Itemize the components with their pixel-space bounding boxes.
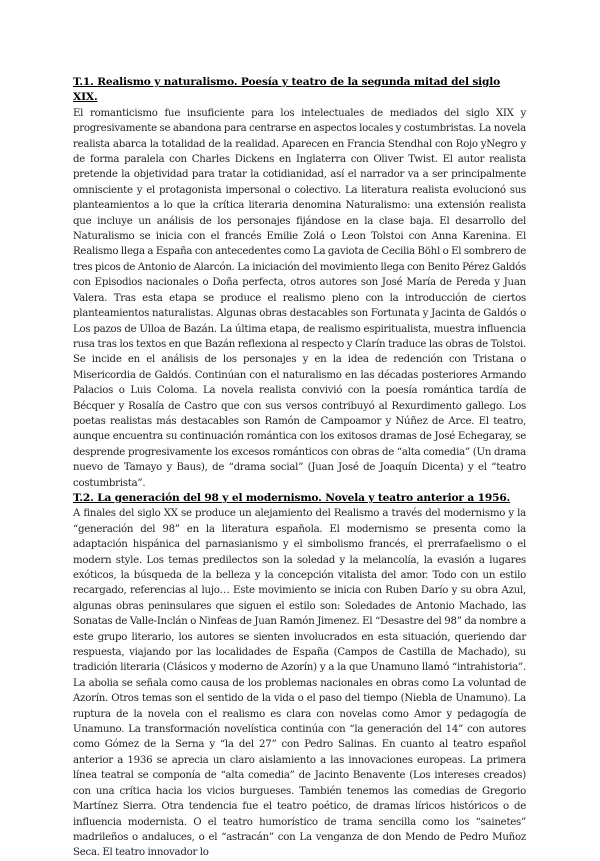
section-1-heading: T.1. Realismo y naturalismo. Poesía y teatro de la segunda mitad del siglo XIX. <box>73 76 501 104</box>
section-1-body: El romanticismo fue insuficiente para los intelectuales de mediados del siglo XIX y progresivamente se abandona para centrarse en aspectos locales y costumbristas. La novela realista abarca la totalidad de la realidad. Aparecen en Francia Stendhal con Rojo yNegro y de forma paralela con Charles Dickens en Inglaterra con Oliver Twist. El autor realista pretende la objetividad para tratar la cotidianidad, así el narrador va a ser principalmente omnisciente y el protagonista impersonal o colectivo. La literatura realista evolucionó sus planteamientos a lo que la crítica literaria denomina Naturalismo: una extensión realista que incluye un análisis de los personajes fijándose en la clase baja. El desarrollo del Naturalismo se inicia con el francés Emilie Zolá o Leon Tolstoi con Anna Karenina. El Realismo llega a España con antecedentes como La gaviota de Cecilia Böhl o El sombrero de tres picos de Antonio de Alarcón. La iniciación del movimiento llega con Benito Pérez Galdós con Episodios nacionales o Doña perfecta, otros autores son José María de Pereda y Juan Valera. Tras esta etapa se produce el realismo pleno con la introducción de ciertos planteamientos naturalistas. Algunas obras destacables son Fortunata y Jacinta de Galdós o Los pazos de Ulloa de Bazán. La última etapa, de realismo espiritualista, muestra influencia rusa tras los textos en que Bazán reflexiona al respecto y Clarín traduce las obras de Tolstoi. Se incide en el análisis de los personajes y en la idea de redención con Tristana o Misericordia de Galdós. Continúan con el naturalismo en las décadas posteriores Armando Palacios o Luis Coloma. La novela realista convivió con la poesía romántica tardía de Bécquer y Rosalía de Castro que con sus versos contribuyó al Rexurdimento gallego. Los poetas realistas más destacables son Ramón de Campoamor y Núñez de Arce. El teatro, aunque encuentra su continuación romántica con los exitosos dramas de José Echegaray, se desprende progresivamente los excesos románticos con obras de “alta comedia” (Un drama nuevo de Tamayo y Baus), de “drama social” (Juan José de Joaquín Dicenta) y el “teatro costumbrista”. <box>73 107 526 489</box>
document-content <box>73 75 526 861</box>
section-2-body: A finales del siglo XX se produce un alejamiento del Realismo a través del modernismo y la “generación del 98” en la literatura española. El modernismo se presenta como la adaptación hispánica del parnasianismo y el simbolismo francés, el prerrafaelismo o el modern style. Los temas predilectos son la soledad y la melancolía, la evasión a lugares exóticos, la búsqueda de la belleza y la concepción vitalista del amor. Todo con un estilo recargado, referencias al lujo… Este movimiento se inicia con Ruben Darío y su obra Azul, algunas obras peninsulares que siguen el estilo son: Soledades de Antonio Machado, las Sonatas de Valle-Inclán o Ninfeas de Juan Ramón Jimenez. El “Desastre del 98” da nombre a este grupo literario, los autores se sienten involucrados en esta situación, queriendo dar respuesta, viajando por las localidades de España (Campos de Castilla de Machado), su tradición literaria (Clásicos y moderno de Azorín) y a la que Unamuno llamó “intrahistoria”. La abolia se señala como causa de los problemas nacionales en obras como La voluntad de Azorín. Otros temas son el sentido de la vida o el paso del tiempo (Niebla de Unamuno). La ruptura de la novela con el realismo es clara con novelas como Amor y pedagogía de Unamuno. La transformación novelística continúa con “la generación del 14” con autores como Gómez de la Serna y “la del 27” con Pedro Salinas. En cuanto al teatro español anterior a 1936 se aprecia un claro aislamiento a las innovaciones europeas. La primera línea teatral se componía de “alta comedia” de Jacinto Benavente (Los intereses creados) con una crítica hacia los vicios burgueses. También tenemos las comedias de Gregorio Martínez Sierra. Otra tendencia fue el teatro poético, de dramas líricos históricos o de influencia modernista. O el teatro humorístico de trama sencilla como los “sainetes” madrileños o andaluces, o el “astracán” con La venganza de don Mendo de Pedro Muñoz Seca. El teatro innovador lo <box>73 508 526 859</box>
section-2-heading: T.2. La generación del 98 y el modernismo. Novela y teatro anterior a 1956. <box>73 491 511 504</box>
